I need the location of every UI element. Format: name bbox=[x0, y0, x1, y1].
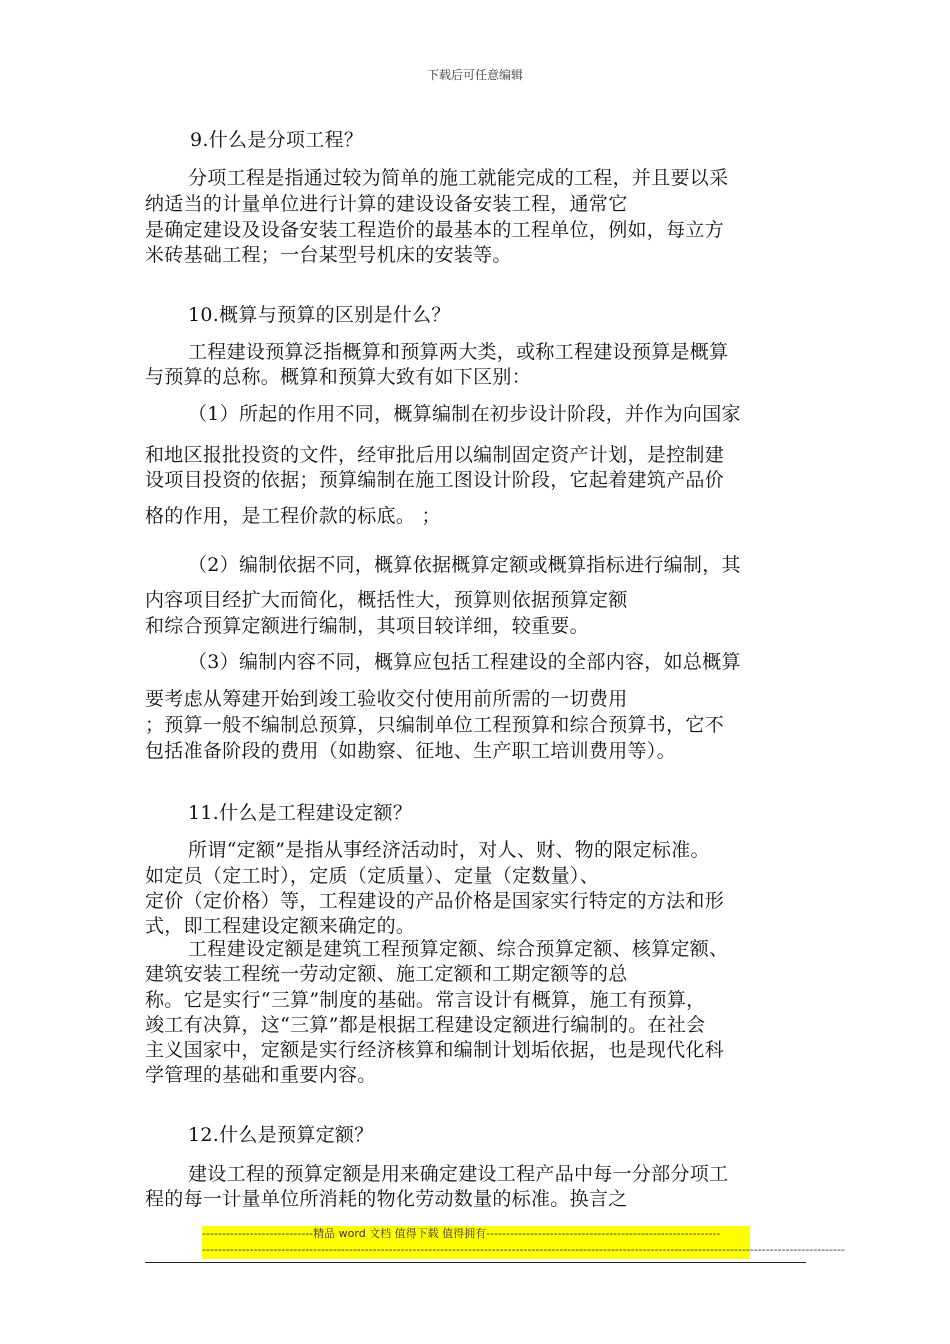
paragraph-line: 竣工有决算，这“三算”都是根据工程建设定额进行编制的。在社会 bbox=[145, 1014, 706, 1036]
paragraph-line: 学管理的基础和重要内容。 bbox=[145, 1064, 377, 1086]
paragraph-line: （2）编制依据不同，概算依据概算定额或概算指标进行编制，其 bbox=[188, 554, 741, 576]
paragraph-line: （1）所起的作用不同，概算编制在初步设计阶段，并作为向国家 bbox=[188, 403, 741, 425]
paragraph-line: 格的作用，是工程价款的标底。 ； bbox=[145, 505, 441, 527]
paragraph-line: 米砖基础工程；一台某型号机床的安装等。 bbox=[145, 244, 512, 266]
paragraph-line: 工程建设预算泛指概算和预算两大类，或称工程建设预算是概算 bbox=[188, 341, 729, 363]
paragraph-line: （3）编制内容不同，概算应包括工程建设的全部内容，如总概算 bbox=[188, 651, 741, 673]
paragraph-line: 定价（定价格）等，工程建设的产品价格是国家实行特定的方法和形 bbox=[145, 890, 725, 912]
paragraph-line: 分项工程是指通过较为简单的施工就能完成的工程，并且要以采 bbox=[188, 167, 729, 189]
paragraph-line: 是确定建设及设备安装工程造价的最基本的工程单位，例如，每立方 bbox=[145, 219, 725, 241]
paragraph-line: ；预算一般不编制总预算，只编制单位工程预算和综合预算书，它不 bbox=[145, 714, 725, 736]
paragraph-line: 建筑安装工程统一劳动定额、施工定额和工期定额等的总 bbox=[145, 963, 628, 985]
paragraph-line: 如定员（定工时），定质（定质量）、定量（定数量）、 bbox=[145, 865, 600, 887]
paragraph-line: 包括准备阶段的费用（如勘察、征地、生产职工培训费用等）。 bbox=[145, 740, 676, 762]
paragraph-line: 程的每一计量单位所消耗的物化劳动数量的标准。换言之 bbox=[145, 1188, 628, 1210]
paragraph-line: 要考虑从筹建开始到竣工验收交付使用前所需的一切费用 bbox=[145, 688, 628, 710]
paragraph-line: 与预算的总称。概算和预算大致有如下区别： bbox=[145, 366, 532, 388]
paragraph-line: 所谓“定额”是指从事经济活动时，对人、财、物的限定标准。 bbox=[188, 839, 710, 861]
question-heading: 9.什么是分项工程？ bbox=[190, 129, 364, 151]
paragraph-line: 内容项目经扩大而简化，概括性大，预算则依据预算定额 bbox=[145, 589, 628, 611]
paragraph-line: 建设工程的预算定额是用来确定建设工程产品中每一分部分项工 bbox=[188, 1163, 729, 1185]
question-heading: 12.什么是预算定额？ bbox=[188, 1124, 374, 1146]
paragraph-line: 主义国家中，定额是实行经济核算和编制计划垢依据，也是现代化科 bbox=[145, 1039, 725, 1061]
paragraph-line: 式，即工程建设定额来确定的。 bbox=[145, 915, 416, 937]
paragraph-line: 和综合预算定额进行编制，其项目较详细，较重要。 bbox=[145, 615, 589, 637]
footer-banner-line-2: ------------------------------------------------------------------------------------------------------------------------------------------------------------------ bbox=[202, 1243, 846, 1256]
question-heading: 11.什么是工程建设定额？ bbox=[188, 802, 413, 824]
page-header-note: 下载后可任意编辑 bbox=[426, 68, 523, 82]
paragraph-line: 纳适当的计量单位进行计算的建设设备安装工程，通常它 bbox=[145, 193, 628, 215]
paragraph-line: 设项目投资的依据；预算编制在施工图设计阶段，它起着建筑产品价 bbox=[145, 469, 725, 491]
footer-banner-line-1: ----------------------------精品 word 文档 值得下载 值得拥有----------------------------------------------------------- bbox=[202, 1227, 721, 1240]
question-heading: 10.概算与预算的区别是什么？ bbox=[188, 304, 451, 326]
paragraph-line: 称。它是实行“三算”制度的基础。常言设计有概算，施工有预算， bbox=[145, 989, 706, 1011]
footer-banner bbox=[202, 1226, 846, 1259]
footer-divider bbox=[145, 1262, 806, 1263]
paragraph-line: 工程建设定额是建筑工程预算定额、综合预算定额、核算定额、 bbox=[188, 938, 729, 960]
paragraph-line: 和地区报批投资的文件，经审批后用以编制固定资产计划，是控制建 bbox=[145, 444, 725, 466]
